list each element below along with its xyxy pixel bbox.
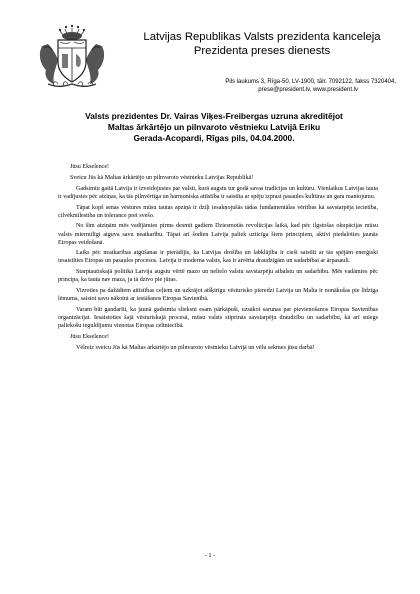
page-number: - 1 - (204, 552, 216, 559)
paragraph: Tāpat kopš senas vēstures mūsu tautas apziņā ir dziļi iesakņojušās tādas fundamentālas vērtības kā savstarpēja iecietība, cilvēkmīlestība un tolerance pret svešo. (58, 204, 378, 219)
department-name: Prezidenta preses dienests (193, 45, 331, 57)
paragraph: Gadsimtu gaitā Latvija ir izveidojusies par valsti, kurā augstu tur godā savas tradīcijas un kultūru. Vienlaikus Latvijas tauta ir vadījusies pēc atziņas, ka tās pilnvērtīga un harmoniska attīstība ir saistīta ar spēju izprast pasaules kultūras un gara mantojumu. (58, 185, 378, 200)
greeting: Jūsu Ekselence! (70, 164, 110, 170)
title-line-3: Gerada-Acopardi, Rīgas pils, 04.04.2000. (133, 133, 295, 143)
title-line-1: Valsts prezidentes Dr. Vairas Viķes-Freibergas uzruna akreditējot (85, 111, 343, 121)
contact-info (170, 78, 396, 94)
paragraph: Sveicu Jūs kā Maltas ārkārtējo un pilnvaroto vēstnieku Latvijas Republikā! (70, 174, 254, 181)
letterhead (122, 30, 402, 58)
office-name: Latvijas Republikas Valsts prezidenta kanceleja (143, 31, 381, 43)
address-line: Pils laukums 3, Rīga-50, LV-1900, tālr. 7092122, fakss 7320404, (225, 79, 396, 85)
closing-greeting: Jūsu Ekselence! (70, 334, 110, 341)
document-title (54, 111, 374, 144)
paragraph: Laiks pēc neatkarības atgūšanas ir pierādījis, ka Latvijas drošība un labklājība ir cieši saistīti ar tās spējām enerģiski iesaistīties Eiropas un pasaules procesos. Latvija ir moderna valsts, kas ir atvērta draudzīgām un sadarbībai ar ārpasauli. (58, 250, 378, 265)
speech-body (58, 163, 378, 355)
paragraph: Varam būt gandarīti, ka jaunā gadsimta slieksni esam pārkāpuši, uzsākot sarunas par pievienošanos Eiropas Savienības organizācijai. Iesaistoties šajā vēsturiskajā procesā, mūsu valsts stiprinās savstarpēju draudzību un sadarbību, kā arī sniegs paliekošu ieguldījumu vienotas Eiropas celtniecībā. (58, 307, 378, 330)
closing-paragraph: Vēlreiz sveicu Jūs kā Maltas ārkārtējo un pilnvaroto vēstnieku Latvijā un vēlu sekmes jūsu darbā! (76, 344, 315, 351)
paragraph: Starptautiskajā politikā Latvija augstu vērtē mazo un nelielo valstu savstarpēju atbalstu un sadarbību. Mēs vadāmies pēc principa, ka tauta nav maza, ja tā dzīvo pie jūras. (58, 269, 378, 284)
email-line: prese@president.lv, www.president.lv (258, 87, 358, 93)
paragraph: No šīm atziņām mēs vadījāmies pirms desmit gadiem Dziesmotās revolūcijas laikā, kad pēc ilgstošas okupācijas mūsu valsts miermīlīgi atguva savu neatkarību. Tāpat arī šodien Latvija paliek uzticīga šiem principiem, aktīvi piedaloties jaunās Eiropas veidošanā. (58, 223, 378, 246)
latvian-coat-of-arms-icon (34, 24, 110, 90)
paragraph: Vizroties pa dažādiem attīstības ceļiem un uzkrājot atšķirīgu vēsturisko pieredzi Latvija un Malta ir nonākušas pie līdzīga lēmuma, saistot savu nākotni ar iestāšanos Eiropas Savienībā. (58, 288, 378, 303)
title-line-2: Maltas ārkārtējo un pilnvaroto vēstnieku Latvijā Eriku (107, 122, 321, 132)
